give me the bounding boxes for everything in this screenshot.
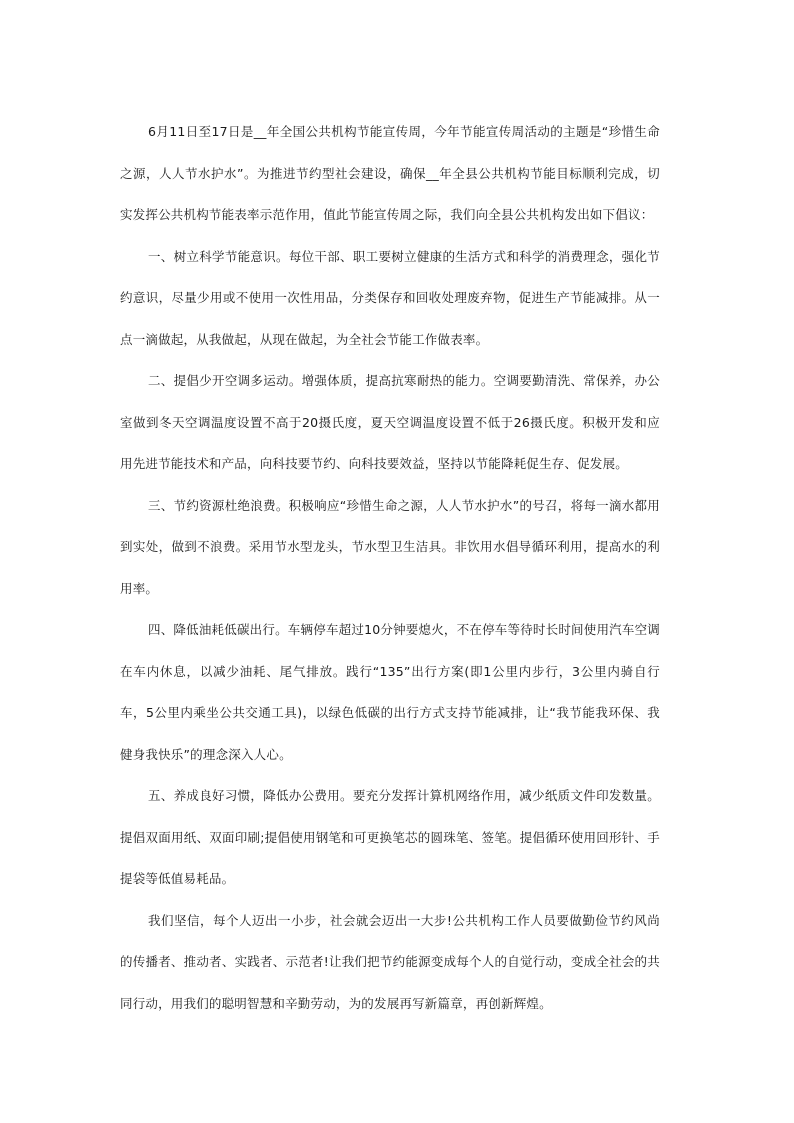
paragraph-item-2: 二、提倡少开空调多运动。增强体质，提高抗寒耐热的能力。空调要勤清洗、常保养，办公室做到冬天空调温度设置不高于20摄氏度，夏天空调温度设置不低于26摄氏度。积极开发和应用先进节能技术和产品，向科技要节约、向科技要效益，坚持以节能降耗促生存、促发展。 bbox=[120, 373, 660, 471]
paragraph-item-3: 三、节约资源杜绝浪费。积极响应“珍惜生命之源，人人节水护水”的号召，将每一滴水都用到实处，做到不浪费。采用节水型龙头，节水型卫生洁具。非饮用水倡导循环利用，提高水的利用率。 bbox=[120, 497, 660, 596]
paragraph-conclusion: 我们坚信，每个人迈出一小步，社会就会迈出一大步!公共机构工作人员要做勤俭节约风尚的传播者、推动者、实践者、示范者!让我们把节约能源变成每个人的自觉行动，变成全社会的共同行动，用我们的聪明智慧和辛勤劳动，为的发展再写新篇章，再创新辉煌。 bbox=[120, 912, 660, 1011]
paragraph-item-4: 四、降低油耗低碳出行。车辆停车超过10分钟要熄火，不在停车等待时长时间使用汽车空调在车内休息，以减少油耗、尾气排放。践行“135”出行方案(即1公里内步行，3公里内骑自行车，5公里内乘坐公共交通工具)，以绿色低碳的出行方式支持节能减排，让“我节能我环保、我健身我快乐”的理念深入人心。 bbox=[120, 622, 660, 762]
paragraph-item-5: 五、养成良好习惯，降低办公费用。要充分发挥计算机网络作用，减少纸质文件印发数量。提倡双面用纸、双面印刷;提倡使用钢笔和可更换笔芯的圆珠笔、签笔。提倡循环使用回形针、手提袋等低值易耗品。 bbox=[120, 788, 660, 886]
paragraph-item-1: 一、树立科学节能意识。每位干部、职工要树立健康的生活方式和科学的消费理念，强化节约意识，尽量少用或不使用一次性用品，分类保存和回收处理废弃物，促进生产节能减排。从一点一滴做起，从我做起，从现在做起，为全社会节能工作做表率。 bbox=[120, 248, 660, 347]
paragraph-intro: 6月11日至17日是__年全国公共机构节能宣传周，今年节能宣传周活动的主题是“珍惜生命之源，人人节水护水”。为推进节约型社会建设，确保__年全县公共机构节能目标顺利完成，切实发挥公共机构节能表率示范作用，值此节能宣传周之际，我们向全县公共机构发出如下倡议： bbox=[120, 124, 660, 222]
document-body bbox=[120, 111, 660, 1024]
